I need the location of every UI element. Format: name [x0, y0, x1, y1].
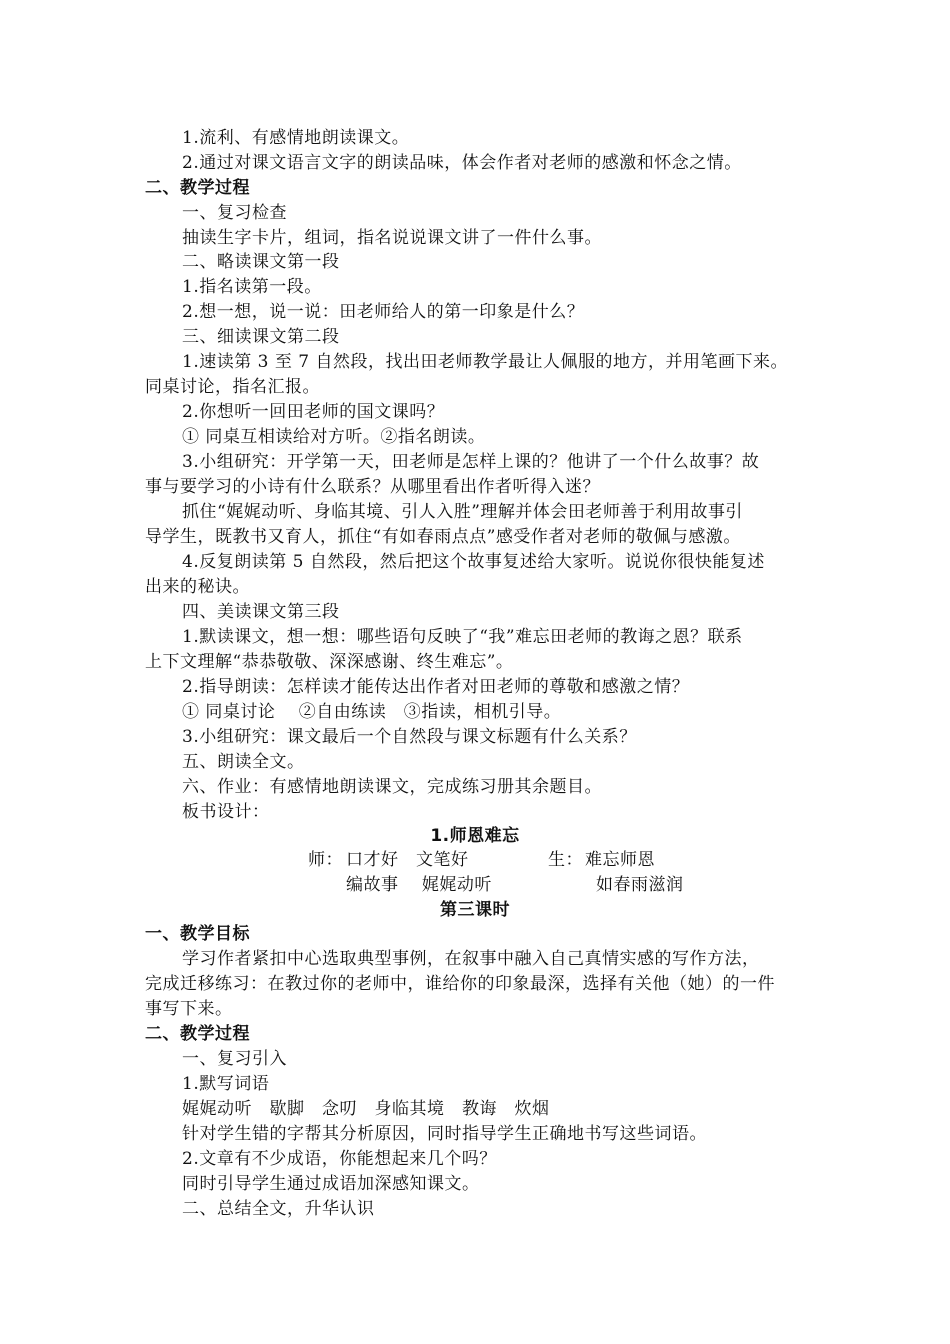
step-heading: 一、复习检查	[182, 203, 287, 223]
list-item: 3.小组研究：课文最后一个自然段与课文标题有什么关系？	[182, 727, 637, 747]
section-heading-goals: 一、教学目标	[145, 924, 250, 944]
paragraph: 针对学生错的字帮其分析原因，同时指导学生正确地书写这些词语。	[182, 1124, 707, 1144]
board-design-label: 板书设计：	[182, 802, 270, 822]
paragraph-continuation: 上下文理解“恭恭敬敬、深深感谢、终生难忘”。	[145, 652, 514, 672]
paragraph-continuation: 事与要学习的小诗有什么联系？从哪里看出作者听得入迷？	[145, 477, 600, 497]
list-item: 4.反复朗读第 5 自然段，然后把这个故事复述给大家听。说说你很快能复述	[182, 552, 765, 572]
list-item: 3.小组研究：开学第一天，田老师是怎样上课的？他讲了一个什么故事？故	[182, 452, 760, 472]
board-title: 1.师恩难忘	[430, 826, 520, 846]
list-item: ① 同桌互相读给对方听。②指名朗读。	[182, 427, 486, 447]
list-item: 1.速读第 3 至 7 自然段，找出田老师教学最让人佩服的地方，并用笔画下来。	[182, 352, 788, 372]
list-item: 1.默读课文，想一想：哪些语句反映了“我”难忘田老师的教诲之恩？联系	[182, 627, 743, 647]
list-item: 2.想一想，说一说：田老师给人的第一印象是什么？	[182, 302, 585, 322]
step-heading: 一、复习引入	[182, 1049, 287, 1069]
paragraph-continuation: 事写下来。	[145, 999, 233, 1019]
list-item: 1.默写词语	[182, 1074, 270, 1094]
board-student-row1: 难忘师恩	[585, 850, 655, 870]
paragraph-continuation: 出来的秘诀。	[145, 577, 250, 597]
vocabulary-list: 娓娓动听 歇脚 念叨 身临其境 教诲 炊烟	[182, 1099, 550, 1119]
paragraph: 学习作者紧扣中心选取典型事例，在叙事中融入自己真情实感的写作方法，	[182, 949, 760, 969]
list-item: 1.指名读第一段。	[182, 277, 322, 297]
step-heading: 五、朗读全文。	[182, 752, 305, 772]
board-teacher-row2: 编故事 娓娓动听	[346, 875, 492, 895]
list-item: 2.指导朗读：怎样读才能传达出作者对田老师的尊敬和感激之情？	[182, 677, 690, 697]
step-heading: 二、略读课文第一段	[182, 252, 340, 272]
paragraph-continuation: 完成迁移练习：在教过你的老师中，谁给你的印象最深，选择有关他（她）的一件	[145, 974, 775, 994]
list-item: 2.文章有不少成语，你能想起来几个吗？	[182, 1149, 497, 1169]
board-teacher-row1: 口才好 文笔好	[346, 850, 469, 870]
paragraph-continuation: 导学生，既教书又育人，抓住“有如春雨点点”感受作者对老师的敬佩与感激。	[145, 527, 741, 547]
step-heading: 四、美读课文第三段	[182, 602, 340, 622]
paragraph: 抽读生字卡片，组词，指名说说课文讲了一件什么事。	[182, 228, 602, 248]
section-heading-process: 二、教学过程	[145, 1024, 250, 1044]
step-heading: 二、总结全文，升华认识	[182, 1199, 375, 1219]
objective-2: 2.通过对课文语言文字的朗读品味，体会作者对老师的感激和怀念之情。	[182, 153, 742, 173]
board-teacher-label: 师：	[308, 850, 343, 870]
paragraph: 同时引导学生通过成语加深感知课文。	[182, 1174, 480, 1194]
section-heading-process: 二、教学过程	[145, 178, 250, 198]
board-student-label: 生：	[548, 850, 583, 870]
list-item: 2.你想听一回田老师的国文课吗？	[182, 402, 445, 422]
lesson-three-title: 第三课时	[440, 900, 510, 920]
board-student-row2: 如春雨滋润	[596, 875, 684, 895]
paragraph-continuation: 同桌讨论，指名汇报。	[145, 377, 320, 397]
paragraph: 抓住“娓娓动听、身临其境、引人入胜”理解并体会田老师善于利用故事引	[182, 502, 743, 522]
step-heading: 三、细读课文第二段	[182, 327, 340, 347]
objective-1: 1.流利、有感情地朗读课文。	[182, 128, 410, 148]
list-item: ① 同桌讨论 ②自由练读 ③指读，相机引导。	[182, 702, 562, 722]
step-heading: 六、作业：有感情地朗读课文，完成练习册其余题目。	[182, 777, 602, 797]
